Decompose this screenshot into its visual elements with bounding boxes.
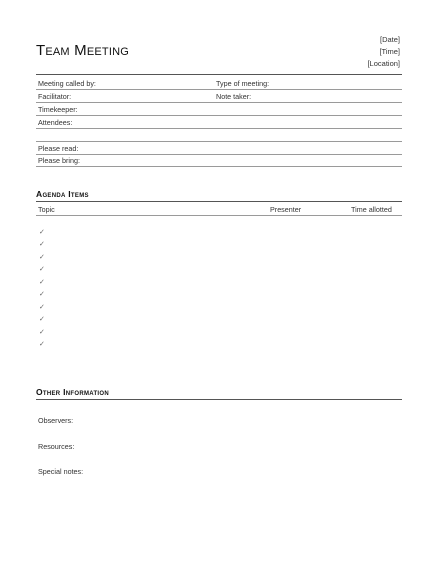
other-info-section-title: Other Information (36, 387, 109, 397)
agenda-column-presenter: Presenter (270, 205, 302, 214)
agenda-column-time-allotted: Time allotted (351, 205, 392, 214)
divider (36, 141, 402, 142)
special-notes-label: Special notes: (38, 467, 84, 476)
check-icon: ✓ (39, 341, 45, 348)
note-taker-label: Note taker: (216, 92, 252, 101)
agenda-section-title: Agenda Items (36, 189, 89, 199)
time-field[interactable]: [Time] (379, 47, 400, 56)
divider (36, 399, 402, 400)
divider (36, 166, 402, 167)
check-icon: ✓ (39, 254, 45, 261)
check-icon: ✓ (39, 241, 45, 248)
check-icon: ✓ (39, 304, 45, 311)
date-field[interactable]: [Date] (379, 35, 400, 44)
divider (36, 74, 402, 75)
check-icon: ✓ (39, 329, 45, 336)
check-icon: ✓ (39, 266, 45, 273)
divider (36, 128, 402, 129)
meeting-called-by-label: Meeting called by: (38, 79, 96, 88)
please-read-label: Please read: (38, 144, 79, 153)
attendees-label: Attendees: (38, 118, 73, 127)
divider (36, 89, 402, 90)
type-of-meeting-label: Type of meeting: (216, 79, 270, 88)
location-field[interactable]: [Location] (367, 59, 400, 68)
timekeeper-label: Timekeeper: (38, 105, 78, 114)
observers-label: Observers: (38, 416, 74, 425)
divider (36, 215, 402, 216)
agenda-column-topic: Topic (38, 205, 55, 214)
facilitator-label: Facilitator: (38, 92, 72, 101)
divider (36, 154, 402, 155)
divider (36, 102, 402, 103)
check-icon: ✓ (39, 316, 45, 323)
check-icon: ✓ (39, 229, 45, 236)
divider (36, 115, 402, 116)
divider (36, 201, 402, 202)
please-bring-label: Please bring: (38, 156, 80, 165)
resources-label: Resources: (38, 442, 75, 451)
page-title: Team Meeting (36, 42, 130, 59)
check-icon: ✓ (39, 279, 45, 286)
check-icon: ✓ (39, 291, 45, 298)
